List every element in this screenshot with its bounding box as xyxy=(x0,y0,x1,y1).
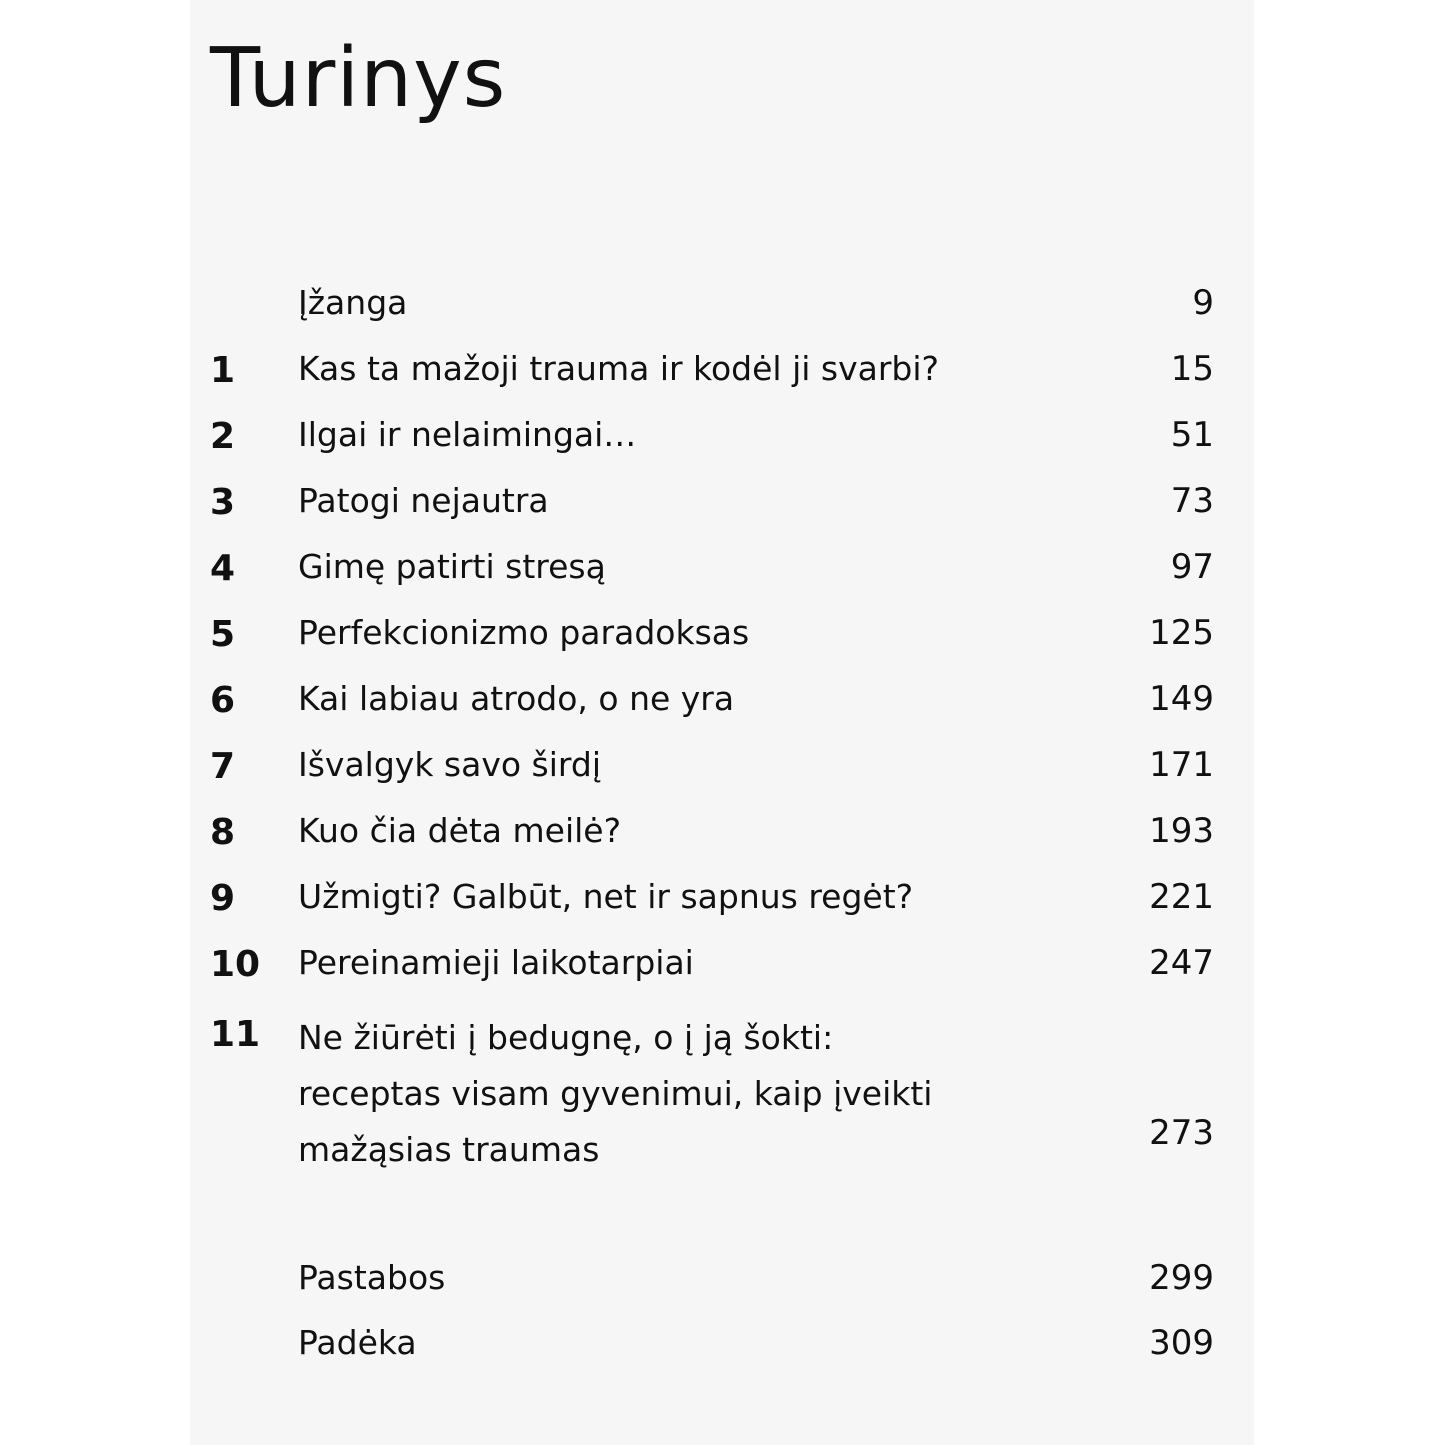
toc-entry-chapter-4 xyxy=(190,544,1254,604)
toc-entry-label: Patogi nejautra xyxy=(298,481,549,520)
chapter-number: 1 xyxy=(210,350,236,391)
chapter-number: 11 xyxy=(210,1014,261,1055)
toc-entry-notes xyxy=(190,1255,1254,1315)
chapter-number: 5 xyxy=(210,614,236,655)
chapter-number: 3 xyxy=(210,482,236,523)
toc-entry-page: 9 xyxy=(1192,283,1214,323)
toc-entry-page: 149 xyxy=(1149,679,1214,719)
toc-entry-page: 221 xyxy=(1149,877,1214,917)
toc-entry-label: Gimę patirti stresą xyxy=(298,547,606,586)
toc-entry-label: Užmigti? Galbūt, net ir sapnus regėt? xyxy=(298,877,914,916)
toc-entry-chapter-11 xyxy=(190,1010,1254,1180)
toc-entry-label: Perfekcionizmo paradoksas xyxy=(298,613,750,652)
toc-entry-page: 247 xyxy=(1149,943,1214,983)
toc-entry-chapter-5 xyxy=(190,610,1254,670)
toc-entry-page: 193 xyxy=(1149,811,1214,851)
toc-entry-label-line: receptas visam gyvenimui, kaip įveikti xyxy=(298,1074,933,1113)
chapter-number: 6 xyxy=(210,680,236,721)
toc-entry-label xyxy=(298,1010,998,1178)
toc-entry-page: 97 xyxy=(1170,547,1214,587)
toc-entry-chapter-2 xyxy=(190,412,1254,472)
toc-entry-label: Įžanga xyxy=(298,283,408,322)
chapter-number: 10 xyxy=(210,944,261,985)
chapter-number: 9 xyxy=(210,878,236,919)
toc-entry-label: Pastabos xyxy=(298,1258,446,1297)
chapter-number: 2 xyxy=(210,416,236,457)
toc-entry-label: Pereinamieji laikotarpiai xyxy=(298,943,694,982)
toc-entry-page: 171 xyxy=(1149,745,1214,785)
chapter-number: 7 xyxy=(210,746,236,787)
toc-entry-chapter-3 xyxy=(190,478,1254,538)
toc-entry-label: Padėka xyxy=(298,1323,417,1362)
chapter-number: 4 xyxy=(210,548,236,589)
toc-entry-page: 51 xyxy=(1170,415,1214,455)
toc-entry-label: Kas ta mažoji trauma ir kodėl ji svarbi? xyxy=(298,349,940,388)
toc-entry-label: Išvalgyk savo širdį xyxy=(298,745,602,784)
toc-entry-page: 125 xyxy=(1149,613,1214,653)
toc-entry-chapter-1 xyxy=(190,346,1254,406)
toc-entry-acknowledgements xyxy=(190,1320,1254,1380)
toc-entry-page: 73 xyxy=(1170,481,1214,521)
page-title: Turinys xyxy=(210,31,507,126)
toc-entry-page: 299 xyxy=(1149,1258,1214,1298)
toc-entry-intro xyxy=(190,280,1254,340)
toc-entry-label-line: Ne žiūrėti į bedugnę, o į ją šokti: xyxy=(298,1018,834,1057)
toc-entry-label: Kai labiau atrodo, o ne yra xyxy=(298,679,735,718)
toc-entry-chapter-8 xyxy=(190,808,1254,868)
toc-entry-label: Ilgai ir nelaimingai… xyxy=(298,415,637,454)
toc-entry-page: 273 xyxy=(1149,1113,1214,1153)
toc-entry-chapter-9 xyxy=(190,874,1254,934)
book-page xyxy=(190,0,1254,1445)
chapter-number: 8 xyxy=(210,812,236,853)
toc-entry-chapter-6 xyxy=(190,676,1254,736)
toc-entry-label: Kuo čia dėta meilė? xyxy=(298,811,622,850)
toc-entry-page: 309 xyxy=(1149,1323,1214,1363)
toc-entry-chapter-7 xyxy=(190,742,1254,802)
toc-entry-label-line: mažąsias traumas xyxy=(298,1130,600,1169)
toc-entry-chapter-10 xyxy=(190,940,1254,1000)
toc-entry-page: 15 xyxy=(1170,349,1214,389)
